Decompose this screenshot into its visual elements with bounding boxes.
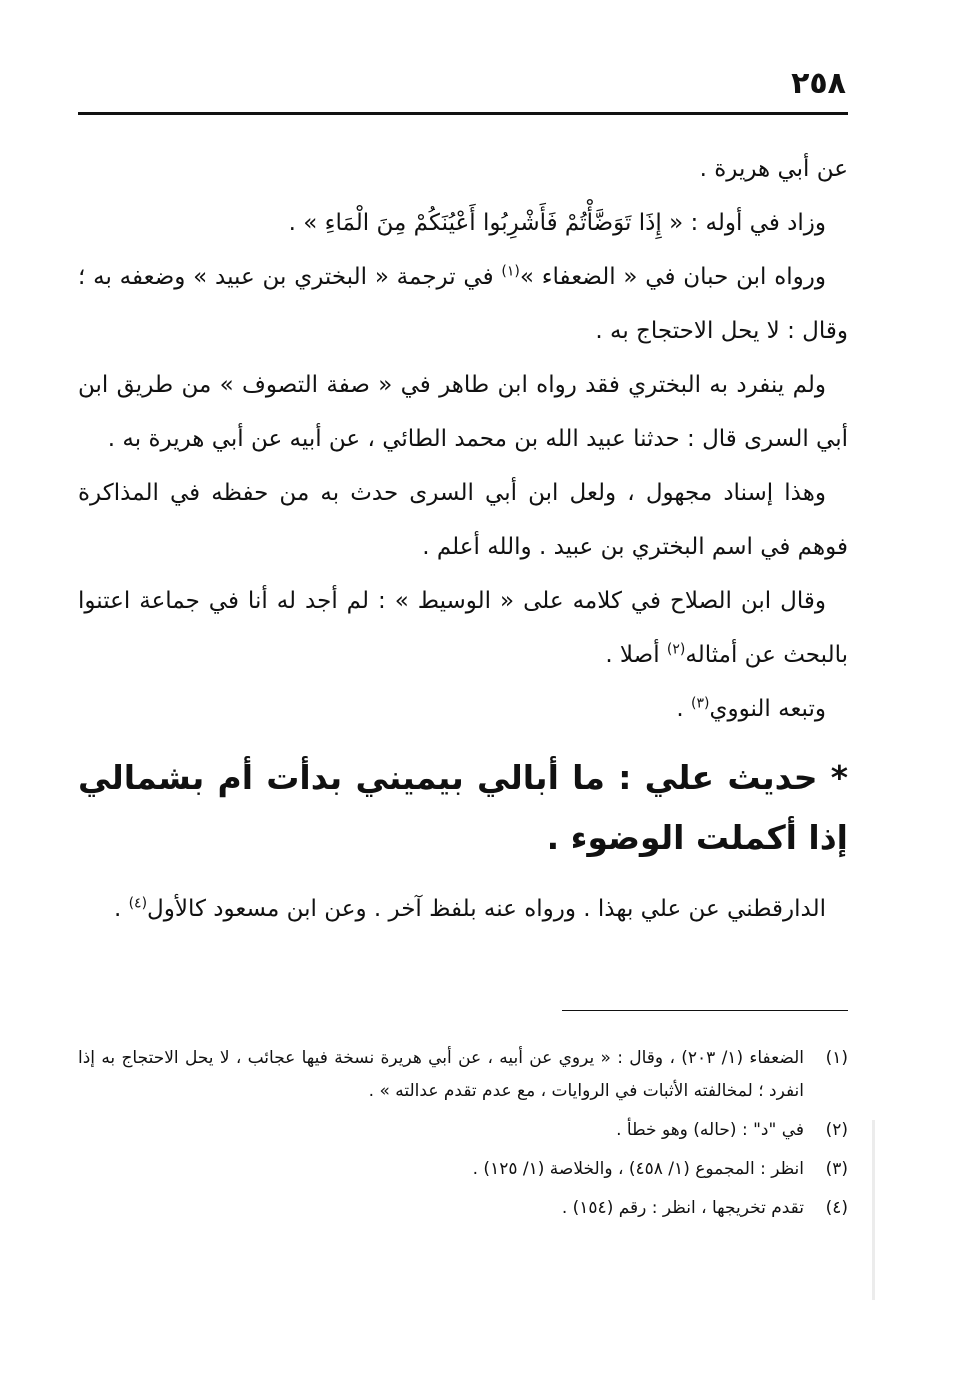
footnote-text: الضعفاء (١/ ٢٠٣) ، وقال : « يروي عن أبيه ، عن أبي هريرة نسخة فيها عجائب ، لا يحل الاحتجاج به إذا انفرد ؛ لمخالفته الأثبات في الروايات ، مع عدم تقدم عدالته » . [78, 1048, 804, 1101]
footnote-number: (٣) [825, 1159, 848, 1179]
main-text [78, 142, 848, 736]
scan-margin-mark [872, 1120, 875, 1300]
paragraph-3-text-a: ورواه ابن حبان في « الضعفاء » [519, 264, 826, 290]
footnote-ref-1: (١) [501, 263, 520, 280]
footnote-number: (١) [825, 1048, 848, 1068]
footnote-ref-2: (٢) [666, 641, 686, 658]
footnote-1 [78, 1042, 848, 1108]
footnote-3 [78, 1153, 848, 1186]
paragraph-7-text-a: وتبعه النووي [709, 696, 826, 722]
footnote-4 [78, 1192, 848, 1225]
footnote-ref-3: (٣) [691, 695, 710, 712]
footnote-number: (٢) [825, 1120, 848, 1140]
section-text-b: . [113, 896, 129, 922]
header-rule [78, 112, 848, 115]
paragraph-3 [78, 250, 848, 358]
section-text-a: الدارقطني عن علي بهذا . ورواه عنه بلفظ آخر . وعن ابن مسعود كالأول [147, 896, 826, 922]
book-page [78, 0, 848, 1384]
paragraph-2: وزاد في أوله : « إِذَا تَوَضَّأْتُمْ فَأَشْرِبُوا أَعْيُنَكُمْ مِنَ الْمَاءِ » . [288, 210, 826, 236]
page-number: ٢٥٨ [791, 66, 846, 101]
footnote-ref-4: (٤) [128, 895, 148, 912]
paragraph-6-text-b: أصلا . [605, 642, 667, 668]
footnote-2 [78, 1114, 848, 1147]
paragraph-4: ولم ينفرد به البختري فقد رواه ابن طاهر في « صفة التصوف » من طريق ابن أبي السرى قال : حدثنا عبيد الله بن محمد الطائي ، عن أبيه عن أبي هريرة به . [78, 372, 848, 452]
hadith-heading: * حديث علي : ما أبالي بيميني بدأت أم بشمالي إذا أكملت الوضوء . [78, 758, 848, 857]
footnote-text: انظر : المجموع (١/ ٤٥٨) ، والخلاصة (١/ ١٢٥) . [472, 1159, 804, 1179]
footnote-separator [562, 1010, 848, 1011]
paragraph-1: عن أبي هريرة . [699, 156, 848, 182]
paragraph-6-text-a: وقال ابن الصلاح في كلامه على « الوسيط » : لم أجد له أنا في جماعة اعتنوا بالبحث عن أمثاله [78, 588, 848, 668]
paragraph-7 [78, 682, 848, 736]
paragraph-7-text-b: . [676, 696, 691, 722]
footnote-text: في "د" : (حاله) وهو خطأ . [616, 1120, 804, 1140]
paragraph-3-text-b: في ترجمة « البختري بن عبيد » وضعفه به ؛ وقال : لا يحل الاحتجاج به . [78, 264, 848, 344]
paragraph-5: وهذا إسناد مجهول ، ولعل ابن أبي السرى حدث به من حفظه في المذاكرة فوهم في اسم البختري بن عبيد . والله أعلم . [78, 480, 848, 560]
footnote-number: (٤) [825, 1198, 848, 1218]
section-paragraph [78, 886, 848, 932]
footnotes [78, 1042, 848, 1231]
footnote-text: تقدم تخريجها ، انظر : رقم (١٥٤) . [561, 1198, 804, 1218]
paragraph-6 [78, 574, 848, 682]
